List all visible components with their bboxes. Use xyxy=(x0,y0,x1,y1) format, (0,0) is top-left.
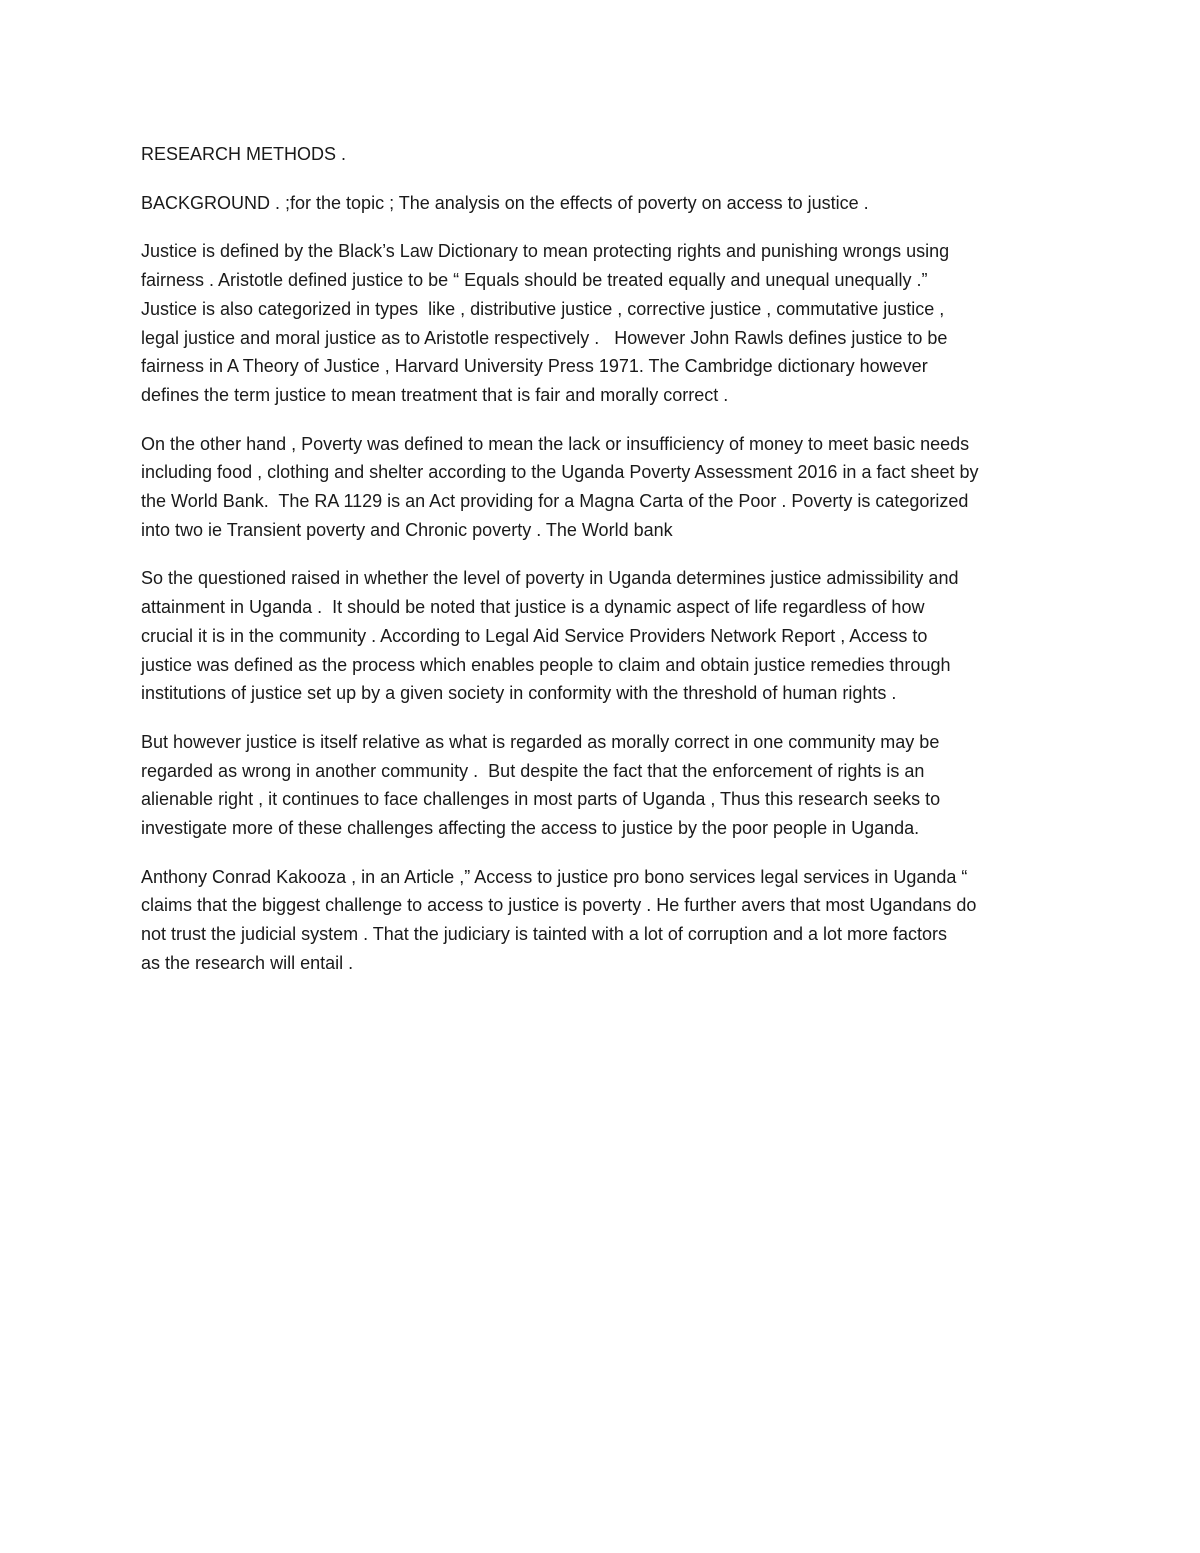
text-line: So the questioned raised in whether the level of poverty in Uganda determines justice admissibility and xyxy=(141,568,959,589)
text-line: RESEARCH METHODS . xyxy=(141,144,347,164)
text-line: claims that the biggest challenge to access to justice is poverty . He further avers that most Ugandans do xyxy=(141,895,977,916)
text-line: fairness . Aristotle defined justice to be “ Equals should be treated equally and unequal unequally .” xyxy=(141,270,928,291)
text-line: legal justice and moral justice as to Aristotle respectively . However John Rawls defines justice to be xyxy=(141,327,948,348)
text-line: BACKGROUND . ;for the topic ; The analysis on the effects of poverty on access to justice . xyxy=(141,192,869,213)
text-line: crucial it is in the community . According to Legal Aid Service Providers Network Report , Access to xyxy=(141,625,928,646)
paragraph-poverty-definition xyxy=(141,430,1071,545)
text-line: justice was defined as the process which enables people to claim and obtain justice remedies through xyxy=(141,654,951,675)
paragraph-justice-relative xyxy=(141,728,1071,843)
text-line: into two ie Transient poverty and Chronic poverty . The World bank xyxy=(141,519,673,540)
text-line: including food , clothing and shelter according to the Uganda Poverty Assessment 2016 in a fact sheet by xyxy=(141,462,979,483)
text-line: defines the term justice to mean treatment that is fair and morally correct . xyxy=(141,384,729,405)
text-line: investigate more of these challenges affecting the access to justice by the poor people in Uganda. xyxy=(141,818,920,839)
text-line: Justice is defined by the Black’s Law Dictionary to mean protecting rights and punishing wrongs using xyxy=(141,241,950,262)
paragraph-research-question xyxy=(141,564,1071,708)
background-topic-line xyxy=(141,189,1071,218)
paragraph-kakooza-article xyxy=(141,863,1071,978)
paragraph-justice-definition xyxy=(141,237,1071,409)
text-line: Anthony Conrad Kakooza , in an Article ,” Access to justice pro bono services legal services in Uganda “ xyxy=(141,866,968,887)
text-line: alienable right , it continues to face challenges in most parts of Uganda , Thus this research seeks to xyxy=(141,789,941,810)
text-line: attainment in Uganda . It should be noted that justice is a dynamic aspect of life regardless of how xyxy=(141,597,925,618)
text-line: not trust the judicial system . That the judiciary is tainted with a lot of corruption and a lot more factors xyxy=(141,924,948,945)
text-line: as the research will entail . xyxy=(141,952,354,973)
text-line: regarded as wrong in another community . But despite the fact that the enforcement of rights is an xyxy=(141,760,925,781)
text-line: fairness in A Theory of Justice , Harvard University Press 1971. The Cambridge dictionary however xyxy=(141,356,928,377)
text-line: Justice is also categorized in types like , distributive justice , corrective justice , commutative justice , xyxy=(141,298,945,319)
heading-research-methods xyxy=(141,140,1071,169)
text-line: institutions of justice set up by a given society in conformity with the threshold of human rights . xyxy=(141,683,897,704)
text-line: On the other hand , Poverty was defined to mean the lack or insufficiency of money to meet basic needs xyxy=(141,433,970,454)
text-line: But however justice is itself relative as what is regarded as morally correct in one community may be xyxy=(141,731,940,752)
text-line: the World Bank. The RA 1129 is an Act providing for a Magna Carta of the Poor . Poverty is categorized xyxy=(141,491,969,512)
document-body xyxy=(141,140,1071,998)
